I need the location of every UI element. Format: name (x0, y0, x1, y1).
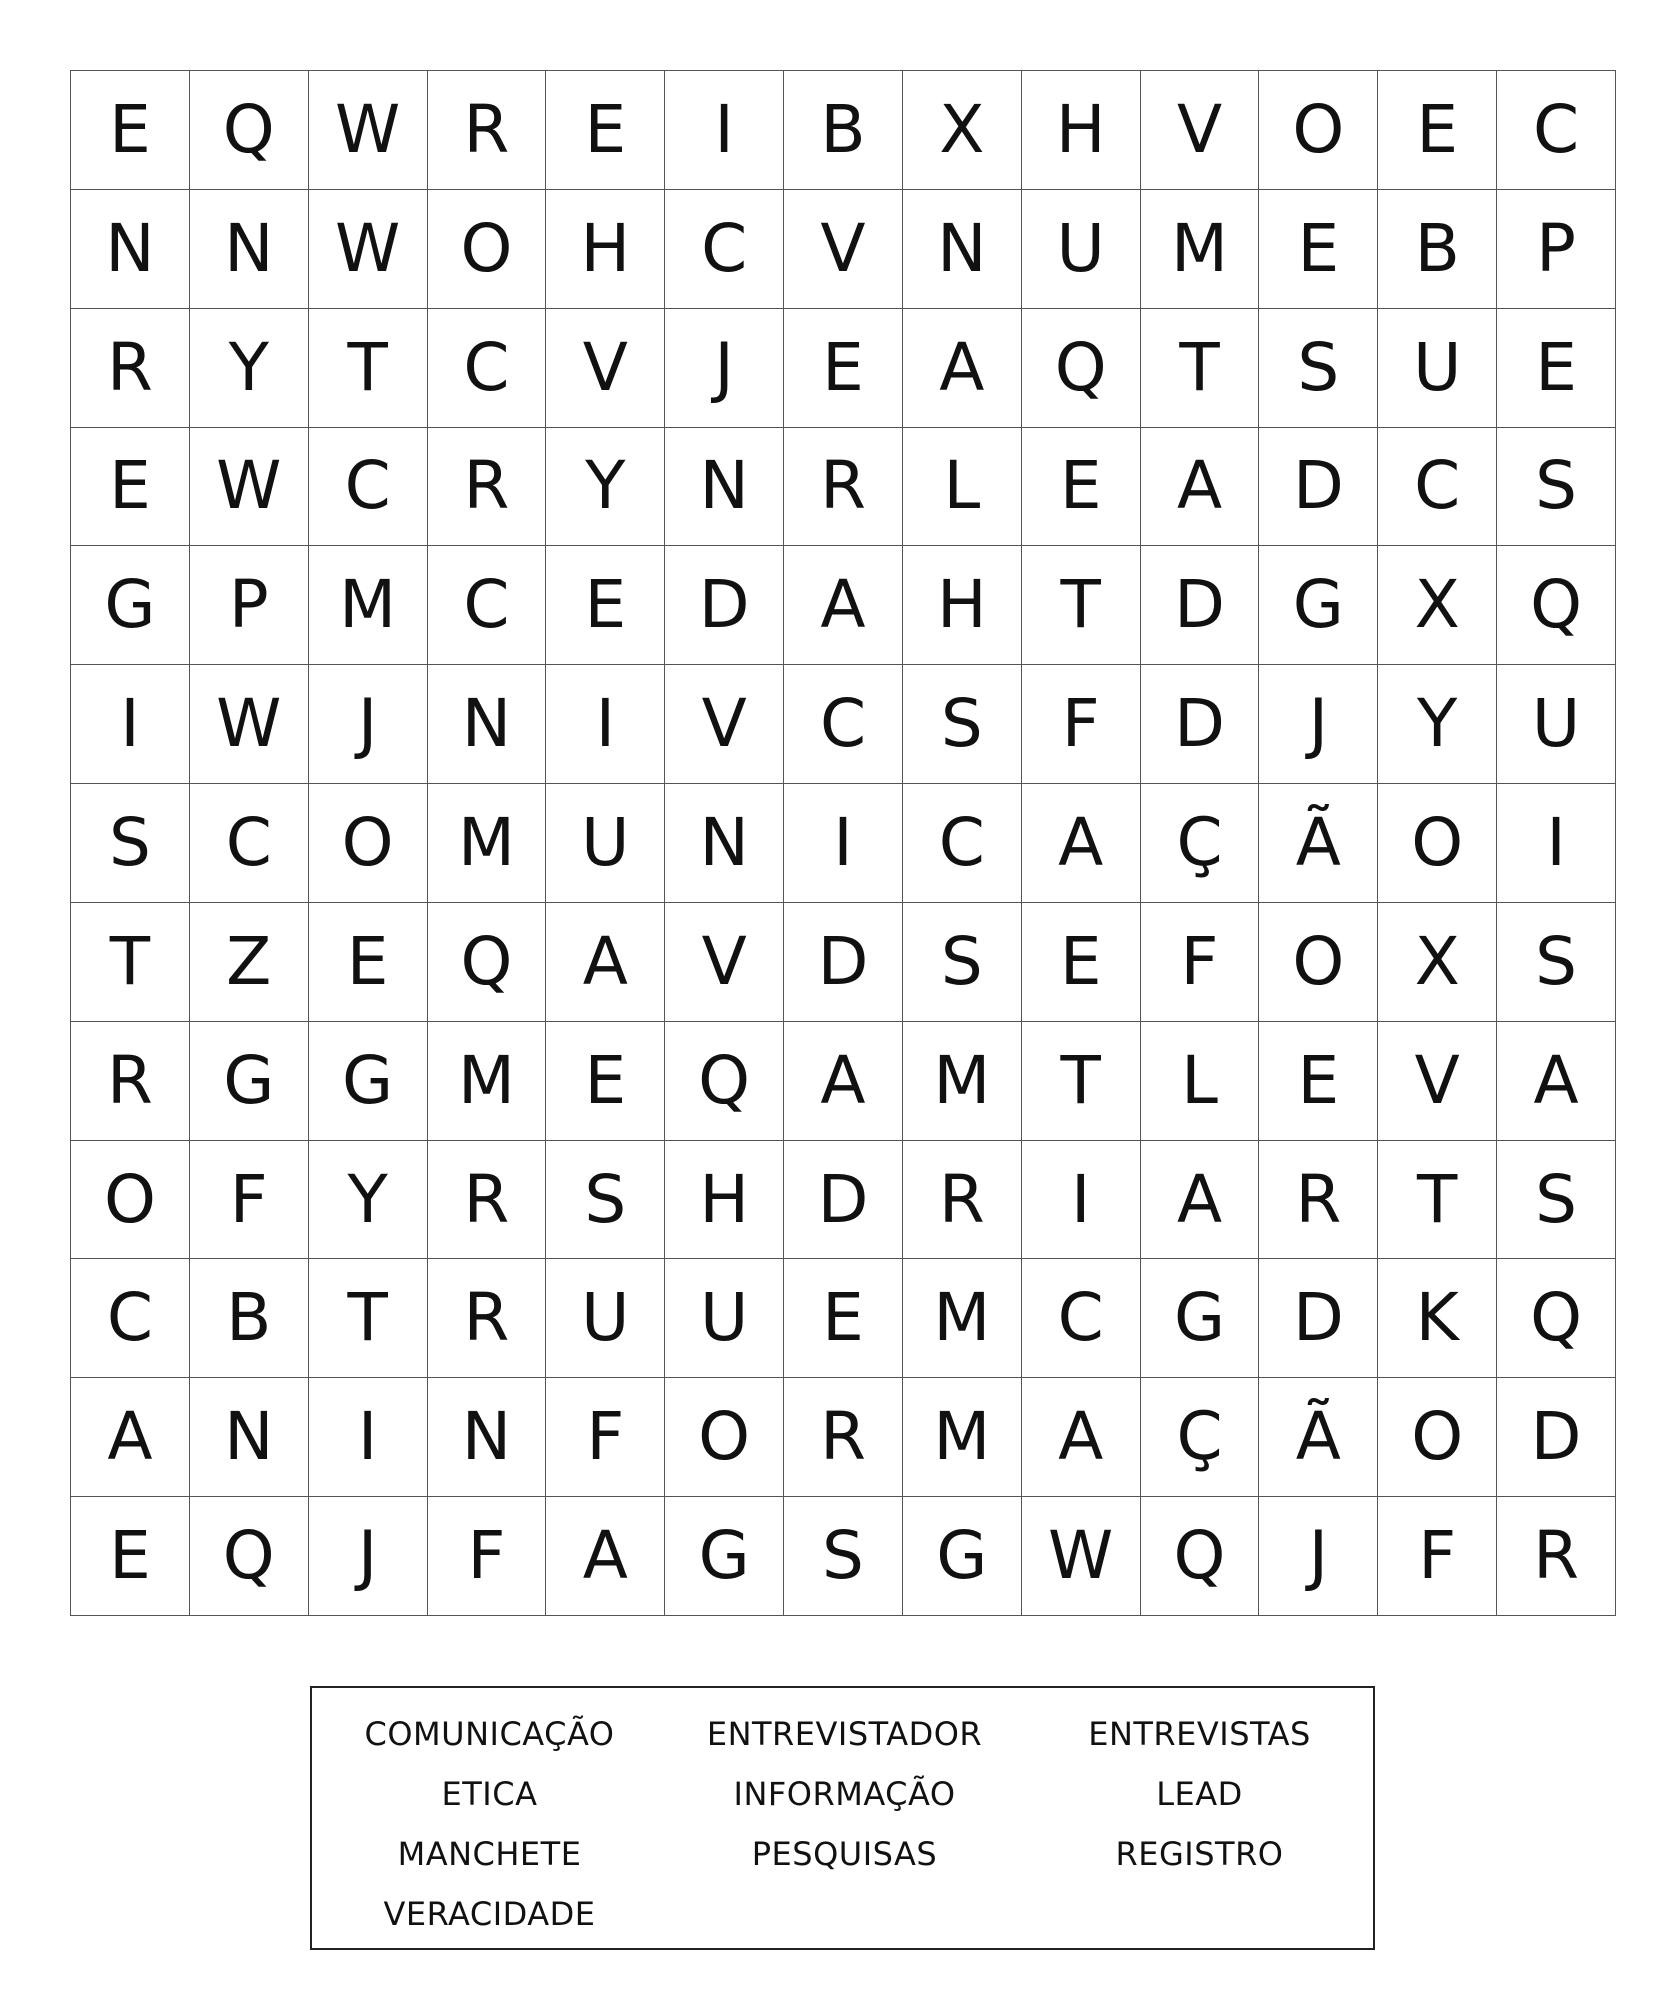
grid-cell[interactable]: O (1259, 71, 1378, 190)
grid-cell[interactable]: I (784, 784, 903, 903)
grid-cell[interactable]: A (71, 1378, 190, 1497)
grid-cell[interactable]: A (784, 1022, 903, 1141)
grid-cell[interactable]: N (190, 1378, 309, 1497)
grid-cell[interactable]: Y (1378, 665, 1497, 784)
word-list-item: LEAD (1156, 1775, 1243, 1813)
grid-cell[interactable]: A (784, 546, 903, 665)
grid-cell[interactable]: Q (190, 1497, 309, 1616)
grid-cell[interactable]: G (71, 546, 190, 665)
grid-cell[interactable]: E (546, 1022, 665, 1141)
grid-cell[interactable]: F (546, 1378, 665, 1497)
grid-cell[interactable]: Z (190, 903, 309, 1022)
word-search-grid (70, 70, 1616, 1616)
word-list-column (667, 1704, 1022, 1884)
word-list-item: ENTREVISTADOR (706, 1715, 983, 1753)
word-list-box (310, 1686, 1375, 1950)
grid-cell[interactable]: Ç (1141, 1378, 1260, 1497)
grid-cell[interactable]: R (784, 1378, 903, 1497)
grid-cell[interactable]: D (1141, 546, 1260, 665)
grid-cell[interactable]: L (1141, 1022, 1260, 1141)
grid-cell[interactable]: W (309, 71, 428, 190)
grid-cell[interactable]: U (546, 784, 665, 903)
grid-cell[interactable]: P (190, 546, 309, 665)
grid-cell[interactable]: H (665, 1141, 784, 1260)
grid-cell[interactable]: T (1022, 546, 1141, 665)
grid-cell[interactable]: Ã (1259, 784, 1378, 903)
grid-cell[interactable]: S (1497, 428, 1616, 547)
grid-cell[interactable]: M (903, 1022, 1022, 1141)
grid-cell[interactable]: X (1378, 903, 1497, 1022)
grid-cell[interactable]: S (903, 903, 1022, 1022)
grid-cell[interactable]: Q (1141, 1497, 1260, 1616)
grid-cell[interactable]: T (1022, 1022, 1141, 1141)
grid-cell[interactable]: E (784, 1259, 903, 1378)
grid-cell[interactable]: E (71, 428, 190, 547)
grid-cell[interactable]: T (1378, 1141, 1497, 1260)
grid-cell[interactable]: F (1141, 903, 1260, 1022)
grid-cell[interactable]: U (1378, 309, 1497, 428)
grid-cell[interactable]: T (1141, 309, 1260, 428)
grid-cell[interactable]: N (190, 190, 309, 309)
grid-cell[interactable]: F (1378, 1497, 1497, 1616)
grid-cell[interactable]: N (665, 428, 784, 547)
word-list-item: ETICA (441, 1775, 538, 1813)
grid-cell[interactable]: H (903, 546, 1022, 665)
grid-cell[interactable]: C (784, 665, 903, 784)
grid-cell[interactable]: V (665, 665, 784, 784)
grid-cell[interactable]: I (71, 665, 190, 784)
grid-cell[interactable]: J (1259, 665, 1378, 784)
grid-cell[interactable]: S (546, 1141, 665, 1260)
grid-cell[interactable]: V (1141, 71, 1260, 190)
grid-cell[interactable]: U (1497, 665, 1616, 784)
grid-cell[interactable]: H (1022, 71, 1141, 190)
grid-cell[interactable]: B (1378, 190, 1497, 309)
grid-cell[interactable]: Q (665, 1022, 784, 1141)
word-list-item: PESQUISAS (751, 1835, 938, 1873)
word-list-column (1022, 1704, 1377, 1884)
grid-cell[interactable]: U (546, 1259, 665, 1378)
grid-cell[interactable]: E (1259, 1022, 1378, 1141)
word-list-item: ENTREVISTAS (1088, 1715, 1311, 1753)
grid-cell[interactable]: R (903, 1141, 1022, 1260)
grid-cell[interactable]: E (309, 903, 428, 1022)
grid-cell[interactable]: U (1022, 190, 1141, 309)
grid-cell[interactable]: C (903, 784, 1022, 903)
grid-cell[interactable]: G (903, 1497, 1022, 1616)
grid-cell[interactable]: S (1497, 1141, 1616, 1260)
grid-cell[interactable]: R (1497, 1497, 1616, 1616)
grid-cell[interactable]: V (546, 309, 665, 428)
grid-cell[interactable]: R (71, 1022, 190, 1141)
grid-cell[interactable]: Y (309, 1141, 428, 1260)
grid-cell[interactable]: E (1259, 190, 1378, 309)
grid-cell[interactable]: D (784, 903, 903, 1022)
grid-cell[interactable]: I (309, 1378, 428, 1497)
grid-cell[interactable]: J (1259, 1497, 1378, 1616)
grid-cell[interactable]: M (1141, 190, 1260, 309)
grid-cell[interactable]: Ã (1259, 1378, 1378, 1497)
grid-cell[interactable]: V (665, 903, 784, 1022)
grid-cell[interactable]: E (1022, 428, 1141, 547)
grid-cell[interactable]: B (190, 1259, 309, 1378)
grid-cell[interactable]: F (1022, 665, 1141, 784)
word-list-item: COMUNICAÇÃO (364, 1715, 615, 1753)
grid-cell[interactable]: Q (1022, 309, 1141, 428)
grid-cell[interactable]: Q (428, 903, 547, 1022)
grid-cell[interactable]: N (428, 665, 547, 784)
grid-cell[interactable]: S (784, 1497, 903, 1616)
grid-cell[interactable]: W (1022, 1497, 1141, 1616)
word-list-item: INFORMAÇÃO (733, 1775, 956, 1813)
grid-cell[interactable]: F (428, 1497, 547, 1616)
grid-cell[interactable]: M (428, 1022, 547, 1141)
grid-cell[interactable]: J (309, 665, 428, 784)
grid-cell[interactable]: O (665, 1378, 784, 1497)
grid-cell[interactable]: W (190, 665, 309, 784)
grid-cell[interactable]: I (546, 665, 665, 784)
grid-cell[interactable]: I (665, 71, 784, 190)
word-list-item: VERACIDADE (383, 1895, 596, 1933)
grid-cell[interactable]: R (71, 309, 190, 428)
grid-cell[interactable]: P (1497, 190, 1616, 309)
grid-cell[interactable]: D (1259, 428, 1378, 547)
grid-cell[interactable]: E (784, 309, 903, 428)
grid-cell[interactable]: R (428, 1259, 547, 1378)
grid-cell[interactable]: S (1497, 903, 1616, 1022)
grid-cell[interactable]: E (71, 71, 190, 190)
word-list-item: REGISTRO (1115, 1835, 1284, 1873)
grid-cell[interactable]: C (71, 1259, 190, 1378)
grid-cell[interactable]: K (1378, 1259, 1497, 1378)
grid-cell[interactable]: V (1378, 1022, 1497, 1141)
grid-cell[interactable]: O (1259, 903, 1378, 1022)
grid-cell[interactable]: R (428, 1141, 547, 1260)
grid-cell[interactable]: W (190, 428, 309, 547)
grid-cell[interactable]: E (1378, 71, 1497, 190)
grid-cell[interactable]: E (546, 546, 665, 665)
grid-cell[interactable]: A (1022, 1378, 1141, 1497)
grid-cell[interactable]: T (309, 309, 428, 428)
grid-cell[interactable]: V (784, 190, 903, 309)
grid-cell[interactable]: R (428, 71, 547, 190)
grid-cell[interactable]: A (546, 903, 665, 1022)
grid-cell[interactable]: D (1259, 1259, 1378, 1378)
grid-cell[interactable]: E (546, 71, 665, 190)
grid-cell[interactable]: M (309, 546, 428, 665)
grid-cell[interactable]: C (428, 546, 547, 665)
grid-cell[interactable]: O (71, 1141, 190, 1260)
grid-cell[interactable]: B (784, 71, 903, 190)
grid-cell[interactable]: F (190, 1141, 309, 1260)
grid-cell[interactable]: N (903, 190, 1022, 309)
grid-cell[interactable]: O (428, 190, 547, 309)
grid-cell[interactable]: Ç (1141, 784, 1260, 903)
grid-cell[interactable]: Q (1497, 1259, 1616, 1378)
grid-cell[interactable]: C (1022, 1259, 1141, 1378)
grid-cell[interactable]: E (71, 1497, 190, 1616)
grid-cell[interactable]: G (665, 1497, 784, 1616)
grid-cell[interactable]: I (1497, 784, 1616, 903)
grid-cell[interactable]: U (665, 1259, 784, 1378)
grid-cell[interactable]: Q (1497, 546, 1616, 665)
grid-cell[interactable]: O (309, 784, 428, 903)
grid-cell[interactable]: M (903, 1378, 1022, 1497)
grid-cell[interactable]: O (1378, 1378, 1497, 1497)
grid-cell[interactable]: S (71, 784, 190, 903)
grid-cell[interactable]: A (546, 1497, 665, 1616)
grid-cell[interactable]: X (1378, 546, 1497, 665)
grid-cell[interactable]: M (903, 1259, 1022, 1378)
grid-cell[interactable]: G (1259, 546, 1378, 665)
grid-cell[interactable]: D (1141, 665, 1260, 784)
grid-cell[interactable]: G (190, 1022, 309, 1141)
grid-cell[interactable]: C (190, 784, 309, 903)
grid-cell[interactable]: T (71, 903, 190, 1022)
grid-cell[interactable]: C (309, 428, 428, 547)
grid-cell[interactable]: X (903, 71, 1022, 190)
grid-cell[interactable]: Y (546, 428, 665, 547)
grid-cell[interactable]: N (665, 784, 784, 903)
grid-cell[interactable]: L (903, 428, 1022, 547)
grid-cell[interactable]: J (665, 309, 784, 428)
grid-cell[interactable]: H (546, 190, 665, 309)
grid-cell[interactable]: R (1259, 1141, 1378, 1260)
word-list-item: MANCHETE (397, 1835, 582, 1873)
grid-cell[interactable]: T (309, 1259, 428, 1378)
grid-cell[interactable]: S (903, 665, 1022, 784)
grid-cell[interactable]: Q (190, 71, 309, 190)
grid-cell[interactable]: Y (190, 309, 309, 428)
grid-cell[interactable]: E (1022, 903, 1141, 1022)
grid-cell[interactable]: C (428, 309, 547, 428)
grid-cell[interactable]: N (428, 1378, 547, 1497)
grid-cell[interactable]: R (428, 428, 547, 547)
grid-cell[interactable]: G (309, 1022, 428, 1141)
grid-cell[interactable]: A (1022, 784, 1141, 903)
grid-cell[interactable]: R (784, 428, 903, 547)
grid-cell[interactable]: A (903, 309, 1022, 428)
grid-cell[interactable]: M (428, 784, 547, 903)
grid-cell[interactable]: C (1497, 71, 1616, 190)
grid-cell[interactable]: O (1378, 784, 1497, 903)
grid-cell[interactable]: G (1141, 1259, 1260, 1378)
grid-cell[interactable]: A (1141, 428, 1260, 547)
grid-cell[interactable]: D (1497, 1378, 1616, 1497)
word-list-column (312, 1704, 667, 1944)
grid-cell[interactable]: D (784, 1141, 903, 1260)
grid-cell[interactable]: E (1497, 309, 1616, 428)
grid-cell[interactable]: J (309, 1497, 428, 1616)
grid-cell[interactable]: D (665, 546, 784, 665)
grid-cell[interactable]: N (71, 190, 190, 309)
grid-cell[interactable]: S (1259, 309, 1378, 428)
grid-cell[interactable]: A (1497, 1022, 1616, 1141)
grid-cell[interactable]: C (1378, 428, 1497, 547)
grid-cell[interactable]: W (309, 190, 428, 309)
grid-cell[interactable]: C (665, 190, 784, 309)
grid-cell[interactable]: I (1022, 1141, 1141, 1260)
grid-cell[interactable]: A (1141, 1141, 1260, 1260)
